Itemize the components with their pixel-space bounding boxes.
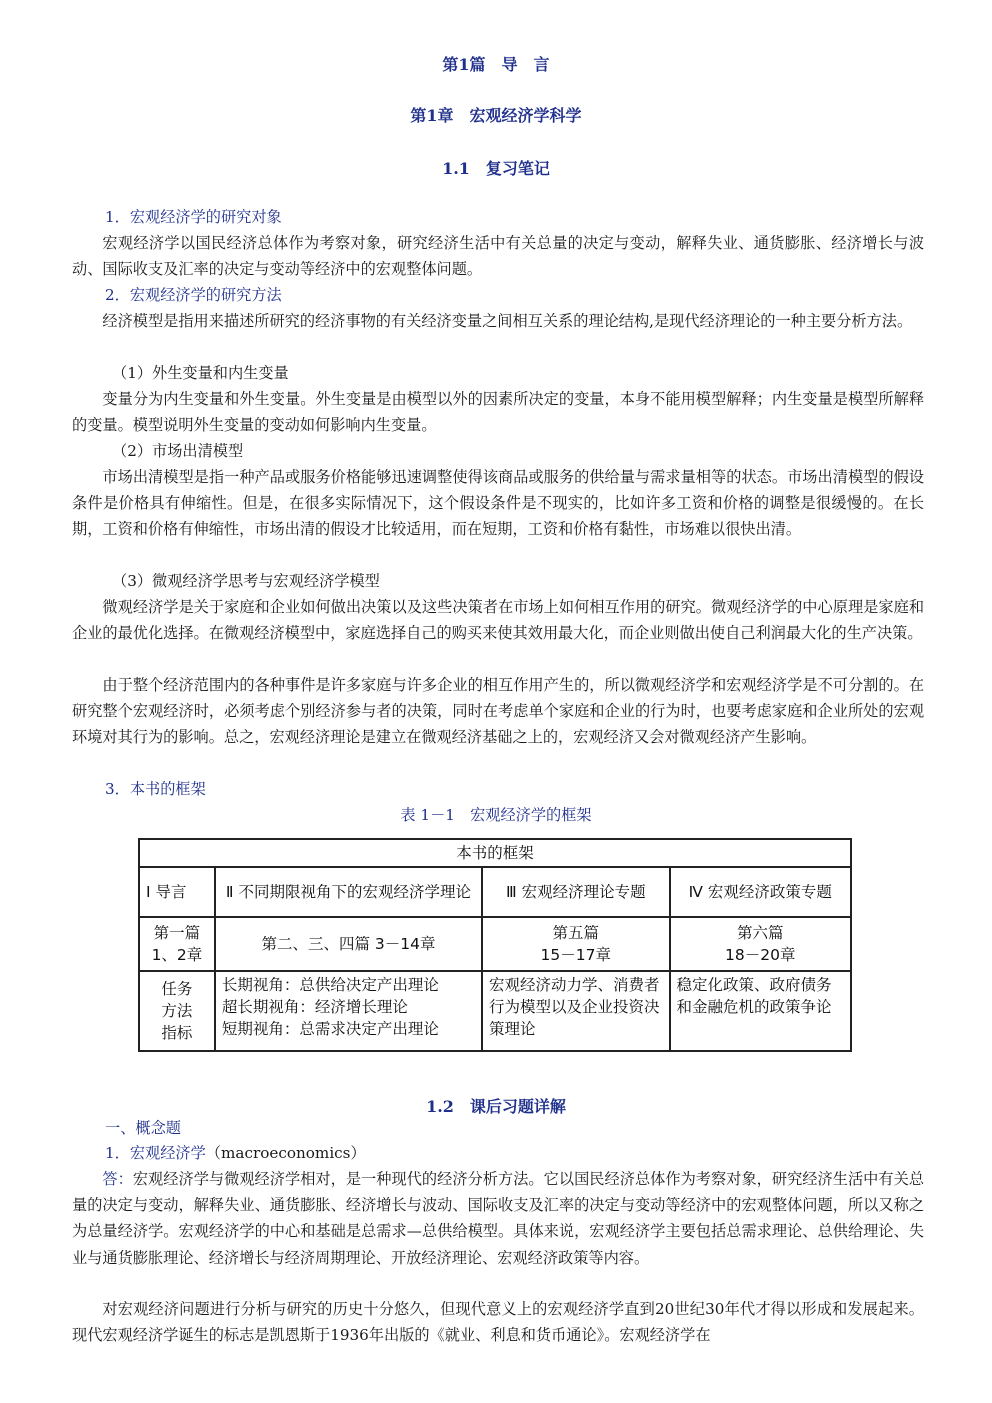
notes-heading-2: 2．宏观经济学的研究方法 bbox=[105, 286, 282, 304]
table-cell-parts2-4: 第二、三、四篇 3－14章 bbox=[215, 917, 482, 971]
table-cell-task-labels: 任务 方法 指标 bbox=[139, 971, 215, 1051]
table-header-3: Ⅲ 宏观经济理论专题 bbox=[482, 867, 669, 917]
notes-paragraph-4: 市场出清模型是指一种产品或服务价格能够迅速调整使得该商品或服务的供给量与需求量相等的状态。市场出清模型的假设条件是价格具有伸缩性。但是，在很多实际情况下，这个假设条件是不现实的，比如许多工资和价格的调整是很缓慢的。在长期，工资和价格有伸缩性，市场出清的假设才比较适用，而在短期，工资和价格有黏性，市场难以很快出清。 bbox=[72, 468, 924, 539]
table-header-1: Ⅰ 导言 bbox=[139, 867, 215, 917]
notes-subheading-1: （1）外生变量和内生变量 bbox=[112, 364, 289, 382]
part-heading: 第1篇 导 言 bbox=[442, 55, 550, 74]
notes-heading-1: 1．宏观经济学的研究对象 bbox=[105, 208, 282, 226]
notes-heading-3: 3．本书的框架 bbox=[105, 780, 206, 798]
notes-paragraph-2: 经济模型是指用来描述所研究的经济事物的有关经济变量之间相互关系的理论结构,是现代经济理论的一种主要分析方法。 bbox=[102, 312, 913, 330]
table-cell-perspectives: 长期视角：总供给决定产出理论 超长期视角：经济增长理论 短期视角：总需求决定产出理论 bbox=[215, 971, 482, 1051]
notes-paragraph-1: 宏观经济学以国民经济总体作为考察对象，研究经济生活中有关总量的决定与变动，解释失业、通货膨胀、经济增长与波动、国际收支及汇率的决定与变动等经济中的宏观整体问题。 bbox=[72, 234, 924, 279]
table-cell-theory-topics: 宏观经济动力学、消费者行为模型以及企业投资决策理论 bbox=[482, 971, 669, 1051]
table-cell-part5: 第五篇 15－17章 bbox=[482, 917, 669, 971]
exercise-heading-concepts: 一、概念题 bbox=[105, 1119, 181, 1137]
answer-label: 答： bbox=[102, 1170, 133, 1188]
table-cell-policy-topics: 稳定化政策、政府债务和金融危机的政策争论 bbox=[670, 971, 852, 1051]
exercise-term-label: 1．宏观经济学 bbox=[105, 1144, 206, 1162]
notes-paragraph-3: 变量分为内生变量和外生变量。外生变量是由模型以外的因素所决定的变量，本身不能用模型解释；内生变量是模型所解释的变量。模型说明外生变量的变动如何影响内生变量。 bbox=[72, 390, 924, 435]
answer-text: 宏观经济学与微观经济学相对，是一种现代的经济分析方法。它以国民经济总体作为考察对象，研究经济生活中有关总量的决定与变动，解释失业、通货膨胀、经济增长与波动、国际收支及汇率的决定与变动等经济中的宏观整体问题，所以又称之为总量经济学。宏观经济学的中心和基础是总需求—总供给模型。具体来说，宏观经济学主要包括总需求理论、总供给理论、失业与通货膨胀理论、经济增长与经济周期理论、开放经济理论、宏观经济政策等内容。 bbox=[72, 1170, 925, 1267]
chapter-heading: 第1章 宏观经济学科学 bbox=[410, 106, 582, 125]
exercise-term-english: （macroeconomics） bbox=[205, 1144, 366, 1162]
exercise-paragraph-2: 对宏观经济问题进行分析与研究的历史十分悠久，但现代意义上的宏观经济学直到20世纪30年代才得以形成和发展起来。现代宏观经济学诞生的标志是凯恩斯于1936年出版的《就业、利息和货币通论》。宏观经济学在 bbox=[72, 1300, 924, 1345]
notes-paragraph-5: 微观经济学是关于家庭和企业如何做出决策以及这些决策者在市场上如何相互作用的研究。微观经济学的中心原理是家庭和企业的最优化选择。在微观经济模型中，家庭选择自己的购买来使其效用最大化，而企业则做出使自己利润最大化的生产决策。 bbox=[72, 598, 924, 643]
section-heading-review-notes: 1.1 复习笔记 bbox=[442, 159, 550, 178]
table-header-2: Ⅱ 不同期限视角下的宏观经济学理论 bbox=[215, 867, 482, 917]
exercise-answer bbox=[72, 1166, 924, 1271]
section-heading-exercises: 1.2 课后习题详解 bbox=[426, 1097, 566, 1116]
table-title: 本书的框架 bbox=[139, 839, 851, 867]
exercise-term bbox=[105, 1140, 366, 1166]
framework-table bbox=[138, 838, 852, 1052]
table-cell-part6: 第六篇 18－20章 bbox=[670, 917, 852, 971]
notes-paragraph-6: 由于整个经济范围内的各种事件是许多家庭与许多企业的相互作用产生的，所以微观经济学和宏观经济学是不可分割的。在研究整个宏观经济时，必须考虑个别经济参与者的决策，同时在考虑单个家庭和企业的行为时，也要考虑家庭和企业所处的宏观环境对其行为的影响。总之，宏观经济理论是建立在微观经济基础之上的，宏观经济又会对微观经济产生影响。 bbox=[72, 676, 924, 747]
table-header-4: Ⅳ 宏观经济政策专题 bbox=[670, 867, 852, 917]
notes-subheading-2: （2）市场出清模型 bbox=[112, 442, 244, 460]
table-cell-part1: 第一篇 1、2章 bbox=[139, 917, 215, 971]
table-caption: 表 1－1 宏观经济学的框架 bbox=[400, 806, 592, 824]
notes-subheading-3: （3）微观经济学思考与宏观经济学模型 bbox=[112, 572, 380, 590]
